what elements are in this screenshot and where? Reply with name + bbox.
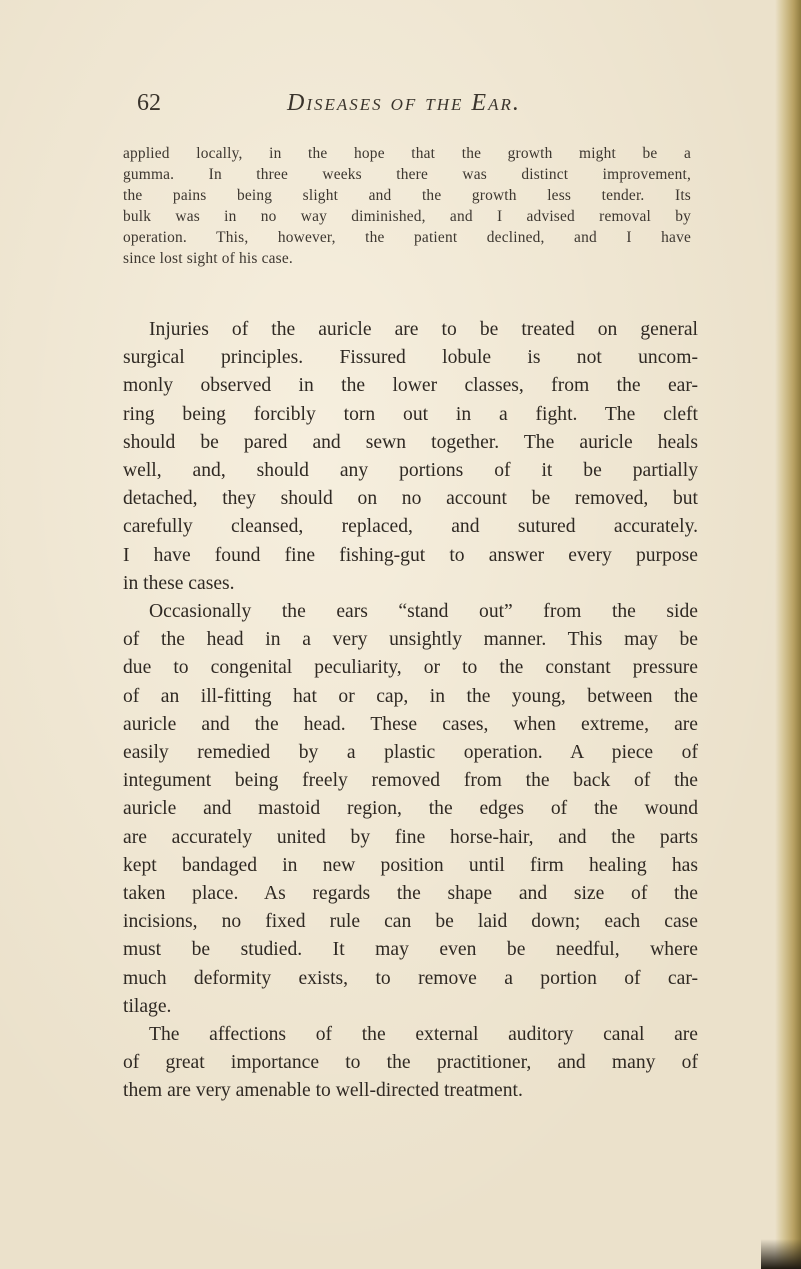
text-line: of the head in a very unsightly manner. This may be (123, 629, 698, 651)
text-line: due to congenital peculiarity, or to the constant pressure (123, 657, 698, 679)
running-title: Diseases of the Ear. (287, 90, 521, 116)
text-line: carefully cleansed, replaced, and sutured accurately. (123, 516, 698, 538)
text-line: much deformity exists, to remove a portion of car- (123, 967, 698, 989)
small-print-paragraph (123, 143, 691, 269)
text-line: auricle and mastoid region, the edges of the wound (123, 798, 698, 820)
text-line: the pains being slight and the growth less tender. Its (123, 187, 691, 204)
text-line: kept bandaged in new position until firm healing has (123, 854, 698, 876)
text-line: of great importance to the practitioner, and many of (123, 1052, 698, 1074)
page-edge-shadow (775, 0, 801, 1269)
page-number: 62 (137, 90, 161, 116)
text-line: well, and, should any portions of it be partially (123, 460, 698, 482)
text-line: integument being freely removed from the back of the (123, 770, 698, 792)
text-line: detached, they should on no account be removed, but (123, 488, 698, 510)
text-line: are accurately united by fine horse-hair, and the parts (123, 826, 698, 848)
text-line: The affections of the external auditory canal are (149, 1024, 698, 1046)
text-line: operation. This, however, the patient declined, and I have (123, 229, 691, 246)
text-line: bulk was in no way diminished, and I advised removal by (123, 208, 691, 225)
text-line: should be pared and sewn together. The auricle heals (123, 431, 698, 453)
text-line: them are very amenable to well-directed treatment. (123, 1080, 523, 1102)
text-line: applied locally, in the hope that the growth might be a (123, 145, 691, 162)
text-line: Occasionally the ears “stand out” from the side (149, 601, 698, 623)
text-line: surgical principles. Fissured lobule is not uncom- (123, 347, 698, 369)
main-text (123, 316, 698, 1106)
paragraph-injuries (123, 316, 698, 598)
text-line: Injuries of the auricle are to be treated on general (149, 319, 698, 340)
text-line: I have found fine fishing-gut to answer every purpose (123, 544, 698, 566)
text-line: tilage. (123, 995, 172, 1017)
text-line: of an ill-fitting hat or cap, in the young, between the (123, 685, 698, 707)
text-line: ring being forcibly torn out in a fight. The cleft (123, 403, 698, 425)
text-line: monly observed in the lower classes, from the ear- (123, 375, 698, 397)
page-header (137, 90, 697, 124)
text-line: since lost sight of his case. (123, 250, 293, 267)
text-line: incisions, no fixed rule can be laid down; each case (123, 911, 698, 933)
text-line: in these cases. (123, 572, 235, 594)
text-line: must be studied. It may even be needful, where (123, 939, 698, 961)
text-line: easily remedied by a plastic operation. A piece of (123, 742, 698, 764)
paragraph-affections (123, 1021, 698, 1106)
text-line: gumma. In three weeks there was distinct improvement, (123, 166, 691, 183)
text-line: auricle and the head. These cases, when extreme, are (123, 713, 698, 735)
text-line: taken place. As regards the shape and size of the (123, 883, 698, 905)
paragraph-occasionally (123, 598, 698, 1021)
